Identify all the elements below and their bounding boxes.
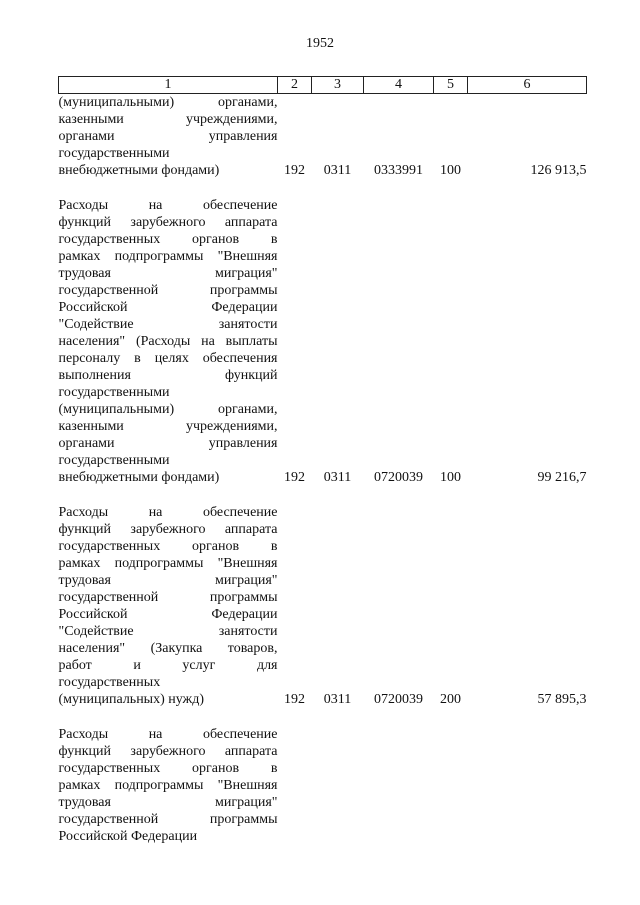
description-line: внебюджетными фондами) [58,163,220,178]
description-line: функций зарубежного аппарата [58,215,278,230]
expense-description [59,726,278,845]
amount-value: 99 216,7 [537,470,587,485]
description-line: рамках подпрограммы "Внешняя [58,249,278,264]
header-row [59,77,587,94]
description-line: государственной программы [58,283,278,298]
description-line: государственной программы [58,590,278,605]
description-line: "Содействие занятости [58,624,278,639]
description-line: казенными учреждениями, [58,419,278,434]
description-line: государственными [58,146,170,161]
budget-table [58,76,587,845]
description-line: Российской Федерации [58,300,278,315]
description-line: органами управления [58,436,278,451]
expense-description [59,94,278,180]
section-code: 0311 [323,470,352,485]
description-line: государственной программы [58,812,278,827]
description-line: государственных органов в [58,539,278,554]
ministry-code: 192 [284,163,305,178]
header-col-6: 6 [468,77,587,94]
description-line: Расходы на обеспечение [58,505,278,520]
row-spacer [59,179,587,197]
target-article-code: 0720039 [374,692,423,707]
section-code [312,726,364,845]
header-col-2: 2 [278,77,312,94]
description-line: государственных органов в [58,232,278,247]
description-line: государственных [58,675,161,690]
section-code: 0311 [323,692,352,707]
amount-value [468,726,587,845]
amount-value: 57 895,3 [537,692,587,707]
ministry-code [278,726,312,845]
description-line: населения" (Закупка товаров, [58,641,278,656]
description-line: органами управления [58,129,278,144]
table-row [59,726,587,845]
description-line: трудовая миграция" [58,795,278,810]
header-col-1: 1 [59,77,278,94]
table-row [59,94,587,180]
description-line: населения" (Расходы на выплаты [58,334,278,349]
description-line: государственными [58,385,170,400]
target-article-code: 0720039 [374,470,423,485]
page-number: 1952 [306,36,334,51]
description-line: государственными [58,453,170,468]
description-line: государственных органов в [58,761,278,776]
ministry-code: 192 [284,692,305,707]
row-spacer [59,486,587,504]
expense-description [59,197,278,486]
table-row [59,197,587,486]
description-line: Российской Федерации [58,607,278,622]
description-line: персоналу в целях обеспечения [58,351,278,366]
table-row [59,504,587,708]
header-col-4: 4 [364,77,434,94]
description-line: функций зарубежного аппарата [58,744,278,759]
section-code: 0311 [323,163,352,178]
description-line: (муниципальных) нужд) [58,692,205,707]
description-line: "Содействие занятости [58,317,278,332]
target-article-code: 0333991 [374,163,423,178]
description-line: рамках подпрограммы "Внешняя [58,778,278,793]
description-line: Расходы на обеспечение [58,727,278,742]
description-line: внебюджетными фондами) [58,470,220,485]
description-line: работ и услуг для [58,658,278,673]
target-article-code [364,726,434,845]
expense-type-code: 200 [440,692,461,707]
amount-value: 126 913,5 [530,163,587,178]
expense-type-code: 100 [440,470,461,485]
description-line: Расходы на обеспечение [58,198,278,213]
description-line: трудовая миграция" [58,573,278,588]
table-body [59,94,587,846]
header-col-5: 5 [434,77,468,94]
ministry-code: 192 [284,470,305,485]
expense-type-code: 100 [440,163,461,178]
description-line: трудовая миграция" [58,266,278,281]
description-line: выполнения функций [58,368,278,383]
expense-type-code [434,726,468,845]
description-line: (муниципальными) органами, [58,402,278,417]
header-col-3: 3 [312,77,364,94]
description-line: казенными учреждениями, [58,112,278,127]
description-line: функций зарубежного аппарата [58,522,278,537]
description-line: (муниципальными) органами, [58,95,278,110]
expense-description [59,504,278,708]
description-line: Российской Федерации [58,829,198,844]
description-line: рамках подпрограммы "Внешняя [58,556,278,571]
row-spacer [59,708,587,726]
